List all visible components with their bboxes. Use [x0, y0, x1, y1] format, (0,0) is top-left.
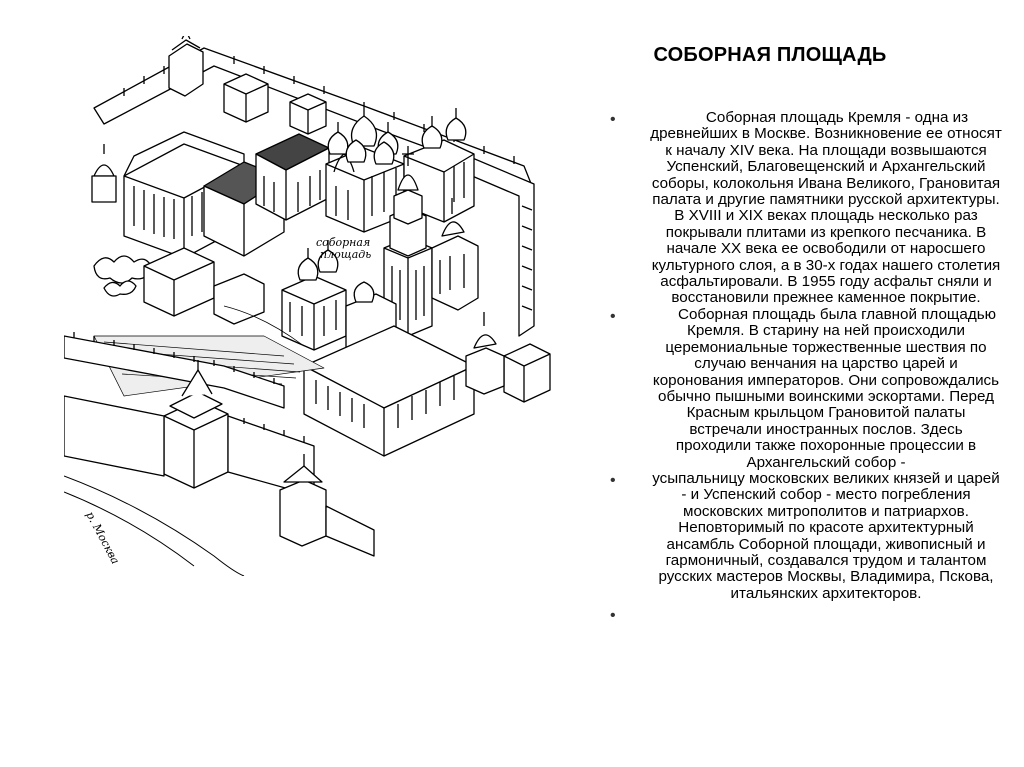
map-label-square-line1: соборная — [316, 236, 371, 249]
bullet-item-empty — [602, 606, 1002, 626]
bullet-item — [602, 307, 1002, 471]
bullet-list — [602, 110, 1002, 626]
bullet-text: усыпальницу московских великих князей и царей - и Успенский собор - место погребления московских митрополитов и патриархов. Неповторимый по красоте архитектурный ансамбль Соборной площади, живописный и гармоничный, создавался трудом и талантом русских мастеров Москвы, Владимира, Пскова, итальянских архитекторов. — [652, 469, 1000, 602]
bullet-item — [602, 471, 1002, 602]
armory-building — [304, 326, 474, 456]
palace-of-facets — [204, 134, 329, 256]
bullet-dot-icon: • — [610, 471, 616, 489]
bullet-text: Соборная площадь Кремля - одна из древнейших в Москве. Возникновение ее относят к началу XIV века. На площади возвышаются Успенский, Благовещенский и Архангельский соборы, колокольня Ивана Великого, Грановитая палата и другие памятники русской архитектуры. В XVIII и XIX веках площадь несколько раз покрывали плитами из крепкого песчаника. В начале XX века ее освободили от наросшего культурного слоя, а в 30-х годах нашего столетия асфальтировали. В 1955 году асфальт сняли и восстановили прежнее каменное покрытие. — [650, 109, 1002, 307]
map-label-square-line2: площадь — [320, 248, 372, 261]
map-label-river: р. Москва — [83, 509, 122, 567]
bullet-dot-icon: • — [610, 111, 616, 128]
kremlin-sketch-illustration — [64, 36, 564, 576]
slide-title: СОБОРНАЯ ПЛОЩАДЬ — [653, 44, 887, 66]
bullet-dot-icon: • — [610, 607, 616, 625]
bullet-dot-icon: • — [610, 307, 616, 325]
small-church — [466, 312, 504, 394]
trees-and-garden — [94, 248, 264, 324]
bullet-item — [602, 110, 1002, 307]
bullet-text: Соборная площадь была главной площадью Кремля. В старину на ней происходили церемониальные торжественные шествия по случаю венчания на царство царей и коронования императоров. Они сопровождались обычно пышными воинскими эскортами. Перед Красным крыльцом Грановитой палаты встречали иностранных послов. Здесь проходили также похоронные процессии в Архангельский собор - — [652, 305, 1000, 471]
